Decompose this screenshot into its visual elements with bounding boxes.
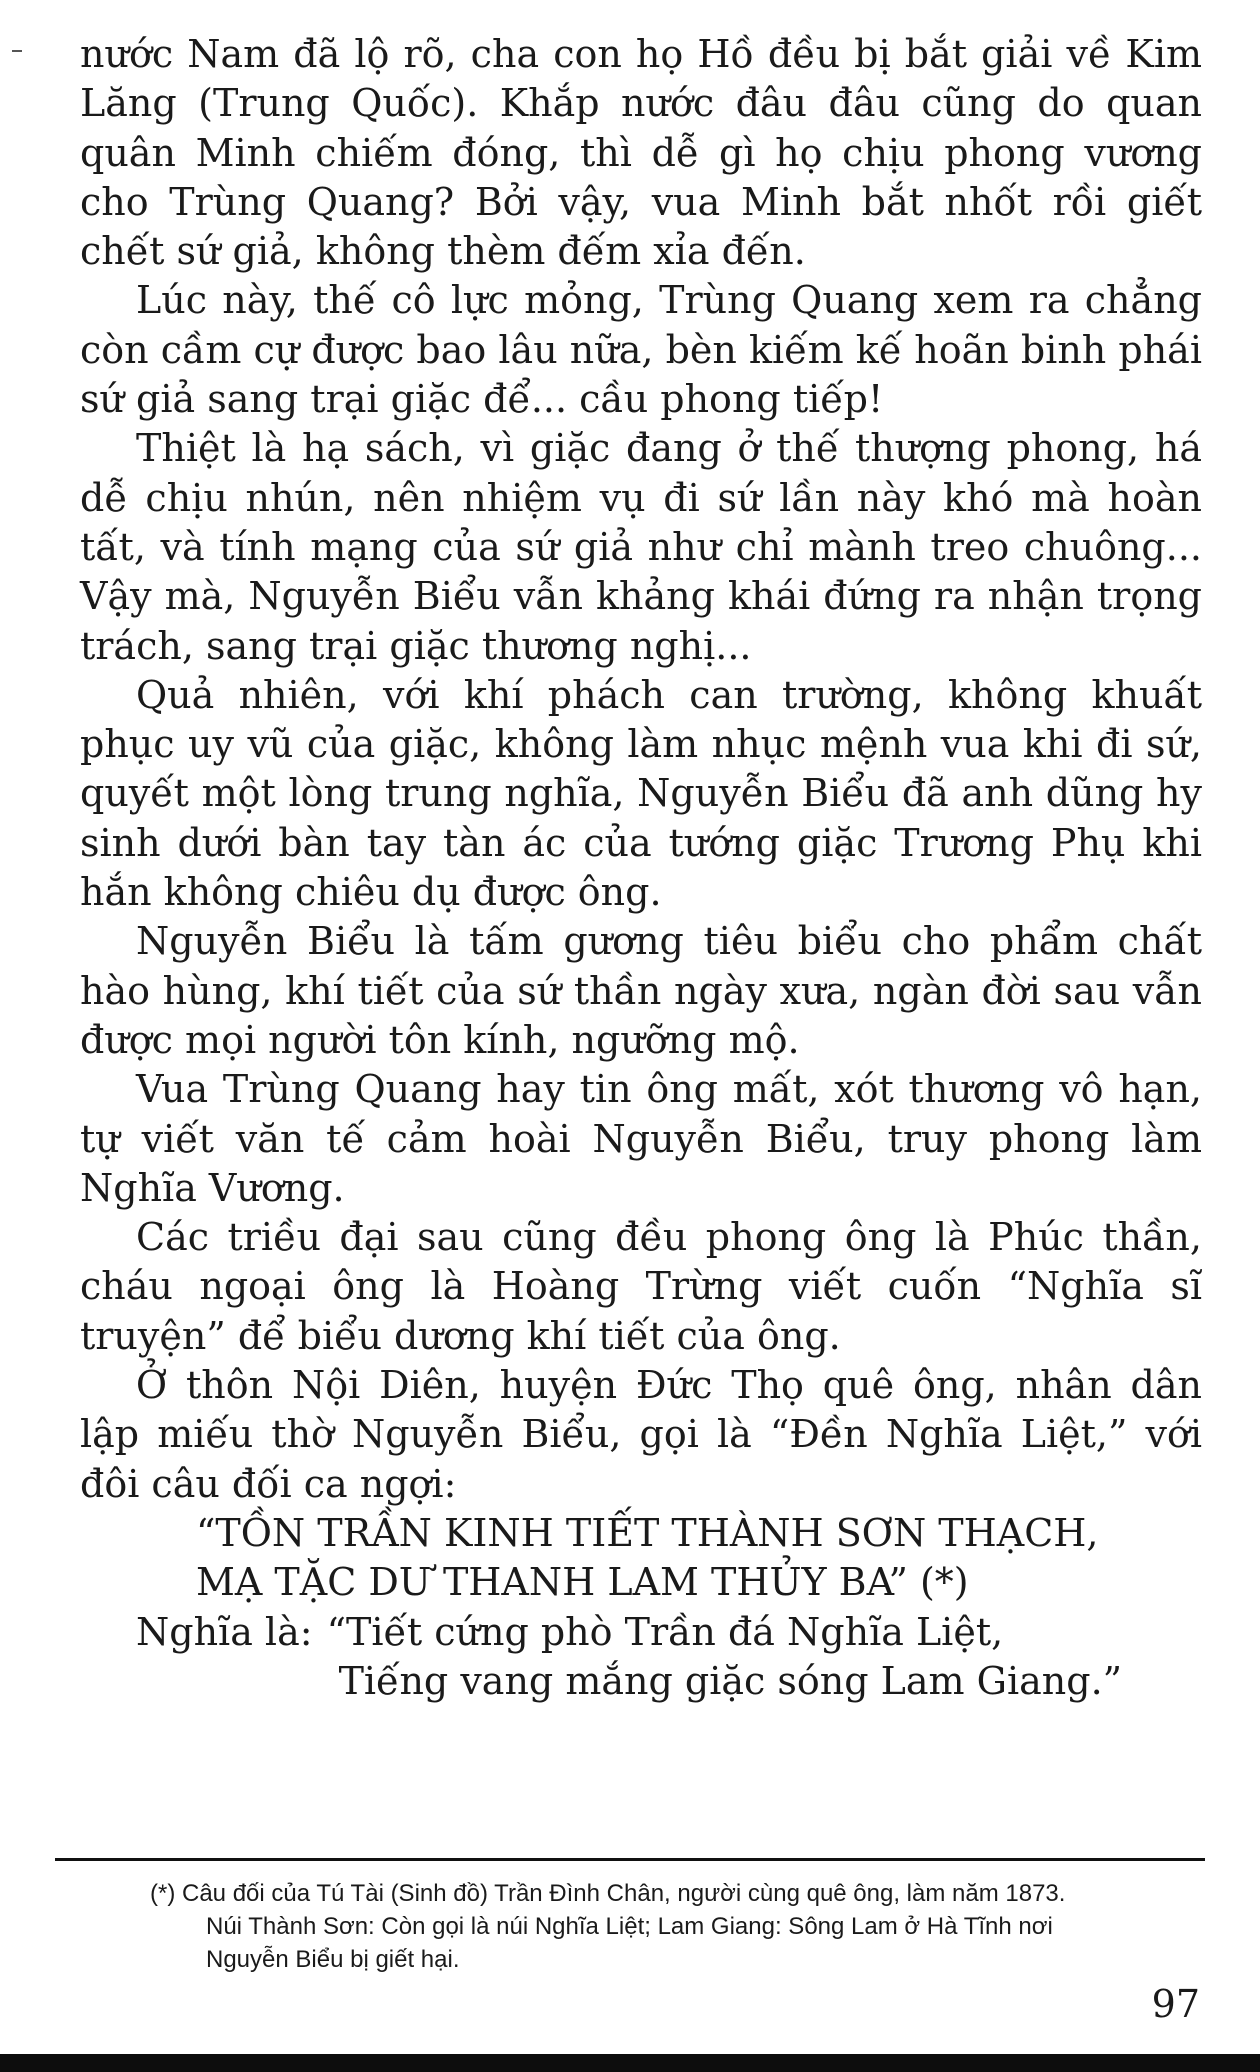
- scan-bottom-edge: [0, 2054, 1260, 2072]
- main-text: [80, 30, 1202, 1706]
- paragraph-8: Ở thôn Nội Diên, huyện Đức Thọ quê ông, nhân dân lập miếu thờ Nguyễn Biểu, gọi là “Đền Nghĩa Liệt,” với đôi câu đối ca ngợi:: [80, 1363, 1202, 1506]
- paragraph-5: Nguyễn Biểu là tấm gương tiêu biểu cho phẩm chất hào hùng, khí tiết của sứ thần ngày xưa, ngàn đời sau vẫn được mọi người tôn kính, ngưỡng mộ.: [80, 919, 1202, 1062]
- paragraph-2: Lúc này, thế cô lực mỏng, Trùng Quang xem ra chẳng còn cầm cự được bao lâu nữa, bèn kiếm kế hoãn binh phái sứ giả sang trại giặc để... cầu phong tiếp!: [80, 278, 1202, 422]
- couplet-meaning: [80, 1608, 1202, 1707]
- couplet-line-1: “TỒN TRẦN KINH TIẾT THÀNH SƠN THẠCH,: [196, 1510, 1099, 1555]
- meaning-line-1: “Tiết cứng phò Trần đá Nghĩa Liệt,: [326, 1609, 1004, 1654]
- footnote-line-1: (*) Câu đối của Tú Tài (Sinh đồ) Trần Đình Chân, người cùng quê ông, làm năm 1873.: [150, 1880, 1066, 1907]
- paragraph-7: Các triều đại sau cũng đều phong ông là Phúc thần, cháu ngoại ông là Hoàng Trừng viết cuốn “Nghĩa sĩ truyện” để biểu dương khí tiết của ông.: [80, 1215, 1202, 1358]
- meaning-label: Nghĩa là:: [136, 1609, 313, 1654]
- meaning-lines: [327, 1608, 1123, 1707]
- couplet: [80, 1509, 1202, 1608]
- footnote: [150, 1877, 1210, 1976]
- footnote-divider: [55, 1858, 1205, 1861]
- footnote-line-2: Núi Thành Sơn: Còn gọi là núi Nghĩa Liệt; Lam Giang: Sông Lam ở Hà Tĩnh nơi: [206, 1913, 1053, 1940]
- paragraph-6: Vua Trùng Quang hay tin ông mất, xót thương vô hạn, tự viết văn tế cảm hoài Nguyễn Biểu, truy phong làm Nghĩa Vương.: [80, 1067, 1202, 1210]
- paragraph-1: nước Nam đã lộ rõ, cha con họ Hồ đều bị bắt giải về Kim Lăng (Trung Quốc). Khắp nước đâu đâu cũng do quan quân Minh chiếm đóng, thì dễ gì họ chịu phong vương cho Trùng Quang? Bởi vậy, vua Minh bắt nhốt rồi giết chết sứ giả, không thèm đếm xỉa đến.: [80, 32, 1202, 274]
- footnote-line-3: Nguyễn Biểu bị giết hại.: [206, 1946, 460, 1973]
- page-number: 97: [1151, 1982, 1200, 2026]
- scan-speck: [12, 50, 22, 52]
- couplet-line-2: MẠ TẶC DƯ THANH LAM THỦY BA” (*): [196, 1560, 969, 1605]
- meaning-line-2: Tiếng vang mắng giặc sóng Lam Giang.”: [338, 1658, 1123, 1703]
- paragraph-3: Thiệt là hạ sách, vì giặc đang ở thế thượng phong, há dễ chịu nhún, nên nhiệm vụ đi sứ lần này khó mà hoàn tất, và tính mạng của sứ giả như chỉ mành treo chuông... Vậy mà, Nguyễn Biểu vẫn khảng khái đứng ra nhận trọng trách, sang trại giặc thương nghị...: [80, 426, 1202, 668]
- paragraph-4: Quả nhiên, với khí phách can trường, không khuất phục uy vũ của giặc, không làm nhục mệnh vua khi đi sứ, quyết một lòng trung nghĩa, Nguyễn Biểu đã anh dũng hy sinh dưới bàn tay tàn ác của tướng giặc Trương Phụ khi hắn không chiêu dụ được ông.: [80, 672, 1202, 915]
